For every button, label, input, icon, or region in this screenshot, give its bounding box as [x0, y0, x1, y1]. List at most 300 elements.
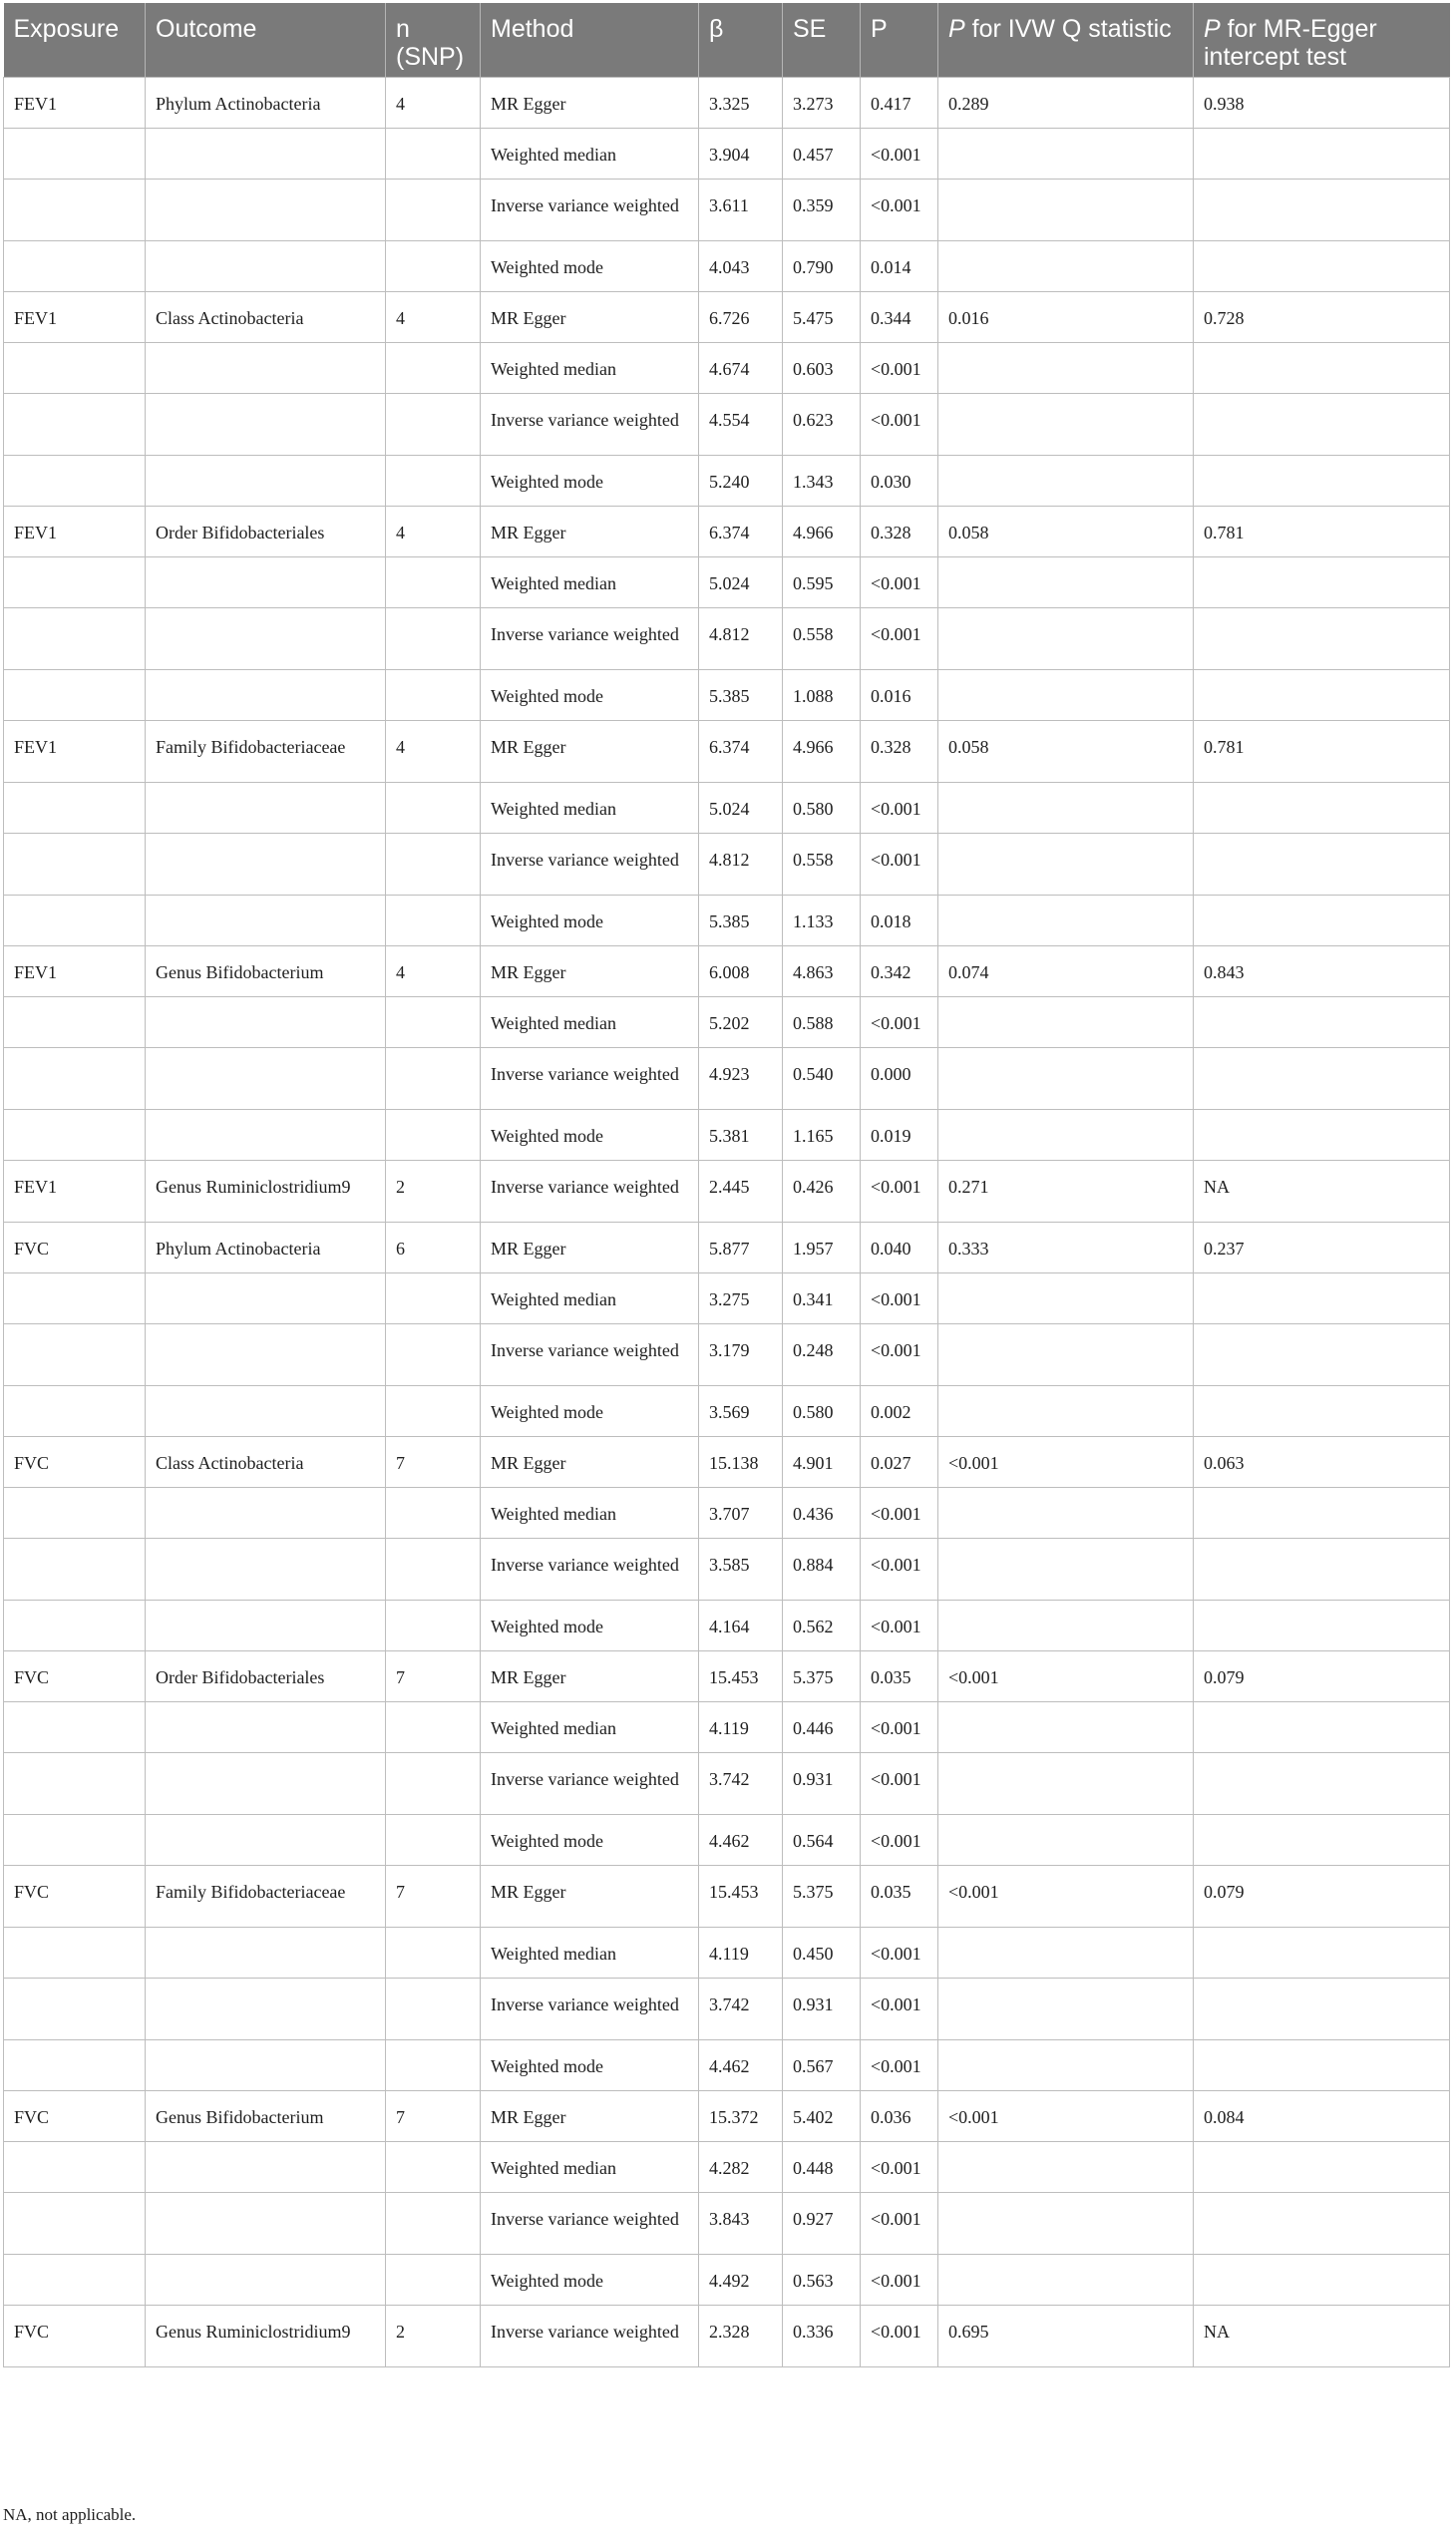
- table-cell: Weighted median: [481, 343, 699, 394]
- table-cell: 5.402: [783, 2091, 861, 2142]
- table-cell: [938, 896, 1194, 946]
- table-cell: FVC: [4, 2091, 146, 2142]
- table-row: [4, 1324, 1450, 1386]
- table-cell: [4, 1110, 146, 1161]
- table-cell: Inverse variance weighted: [481, 1324, 699, 1386]
- table-cell: 4: [386, 507, 481, 557]
- table-cell: <0.001: [938, 1651, 1194, 1702]
- table-cell: Weighted median: [481, 1928, 699, 1979]
- column-header: n (SNP): [386, 3, 481, 78]
- table-cell: 2: [386, 1161, 481, 1223]
- table-cell: [938, 343, 1194, 394]
- column-header: Exposure: [4, 3, 146, 78]
- table-cell: [1194, 2255, 1450, 2306]
- table-cell: Inverse variance weighted: [481, 394, 699, 456]
- table-row: [4, 834, 1450, 896]
- table-cell: 0.931: [783, 1979, 861, 2040]
- table-cell: [1194, 1979, 1450, 2040]
- table-cell: [1194, 1488, 1450, 1539]
- table-cell: [4, 834, 146, 896]
- table-row: [4, 2306, 1450, 2367]
- table-cell: [1194, 456, 1450, 507]
- column-header-italic-part: P: [948, 15, 965, 43]
- table-cell: [938, 180, 1194, 241]
- table-cell: [938, 129, 1194, 180]
- table-cell: 4.674: [699, 343, 783, 394]
- table-cell: 7: [386, 1437, 481, 1488]
- table-cell: 0.016: [938, 292, 1194, 343]
- table-cell: 3.742: [699, 1753, 783, 1815]
- table-cell: <0.001: [861, 557, 938, 608]
- table-cell: 0.079: [1194, 1651, 1450, 1702]
- table-cell: <0.001: [861, 2040, 938, 2091]
- table-cell: Genus Bifidobacterium: [146, 946, 386, 997]
- table-cell: [386, 180, 481, 241]
- table-cell: [4, 997, 146, 1048]
- table-cell: MR Egger: [481, 1223, 699, 1273]
- table-cell: FVC: [4, 1437, 146, 1488]
- table-header: [4, 3, 1450, 78]
- table-cell: Weighted mode: [481, 1815, 699, 1866]
- table-cell: 0.058: [938, 507, 1194, 557]
- table-cell: [1194, 343, 1450, 394]
- table-cell: [386, 394, 481, 456]
- table-cell: [146, 1539, 386, 1601]
- table-cell: 0.002: [861, 1386, 938, 1437]
- table-cell: [146, 241, 386, 292]
- table-cell: [938, 456, 1194, 507]
- table-cell: 0.564: [783, 1815, 861, 1866]
- table-cell: 0.450: [783, 1928, 861, 1979]
- table-cell: [386, 1324, 481, 1386]
- table-cell: [386, 783, 481, 834]
- table-cell: [146, 2193, 386, 2255]
- table-cell: [386, 1702, 481, 1753]
- table-cell: 15.372: [699, 2091, 783, 2142]
- table-cell: 0.781: [1194, 721, 1450, 783]
- table-cell: 5.024: [699, 557, 783, 608]
- table-cell: 0.417: [861, 78, 938, 129]
- table-cell: 0.328: [861, 507, 938, 557]
- table-cell: 0.342: [861, 946, 938, 997]
- table-cell: 2: [386, 2306, 481, 2367]
- table-row: [4, 1539, 1450, 1601]
- results-table-container: [3, 3, 1449, 2367]
- table-cell: 0.014: [861, 241, 938, 292]
- table-cell: [386, 1386, 481, 1437]
- table-row: [4, 783, 1450, 834]
- table-cell: [1194, 180, 1450, 241]
- table-cell: 2.445: [699, 1161, 783, 1223]
- table-cell: 0.328: [861, 721, 938, 783]
- table-cell: 4.554: [699, 394, 783, 456]
- table-cell: Inverse variance weighted: [481, 834, 699, 896]
- table-row: [4, 1223, 1450, 1273]
- table-cell: [386, 2040, 481, 2091]
- table-cell: [4, 1815, 146, 1866]
- table-cell: 0.426: [783, 1161, 861, 1223]
- table-cell: [146, 1488, 386, 1539]
- table-cell: [4, 1488, 146, 1539]
- table-cell: [1194, 783, 1450, 834]
- table-cell: [1194, 394, 1450, 456]
- table-row: [4, 1048, 1450, 1110]
- table-cell: [386, 1815, 481, 1866]
- table-cell: Inverse variance weighted: [481, 1979, 699, 2040]
- table-cell: [1194, 1702, 1450, 1753]
- table-cell: NA: [1194, 1161, 1450, 1223]
- table-cell: [938, 2193, 1194, 2255]
- table-cell: 0.333: [938, 1223, 1194, 1273]
- table-cell: [938, 2142, 1194, 2193]
- table-row: [4, 129, 1450, 180]
- table-cell: 4.043: [699, 241, 783, 292]
- table-cell: [938, 1702, 1194, 1753]
- table-cell: [146, 1110, 386, 1161]
- table-cell: <0.001: [861, 394, 938, 456]
- table-cell: Class Actinobacteria: [146, 292, 386, 343]
- table-cell: 0.558: [783, 834, 861, 896]
- table-cell: <0.001: [861, 1753, 938, 1815]
- table-cell: Phylum Actinobacteria: [146, 1223, 386, 1273]
- table-cell: 4.812: [699, 608, 783, 670]
- table-cell: 0.336: [783, 2306, 861, 2367]
- table-cell: 4.966: [783, 721, 861, 783]
- table-cell: [4, 1324, 146, 1386]
- table-row: [4, 1161, 1450, 1223]
- table-cell: [386, 997, 481, 1048]
- table-cell: [4, 129, 146, 180]
- table-cell: 0.079: [1194, 1866, 1450, 1928]
- table-cell: 6.374: [699, 507, 783, 557]
- table-cell: 0.341: [783, 1273, 861, 1324]
- table-cell: [146, 557, 386, 608]
- table-cell: [4, 1928, 146, 1979]
- table-cell: 0.035: [861, 1651, 938, 1702]
- table-row: [4, 1702, 1450, 1753]
- table-cell: Order Bifidobacteriales: [146, 507, 386, 557]
- table-cell: [386, 2255, 481, 2306]
- table-cell: [1194, 2142, 1450, 2193]
- table-cell: [4, 1539, 146, 1601]
- column-header: P: [861, 3, 938, 78]
- table-cell: 4.492: [699, 2255, 783, 2306]
- table-cell: [386, 1110, 481, 1161]
- table-row: [4, 721, 1450, 783]
- table-cell: 3.569: [699, 1386, 783, 1437]
- table-cell: [386, 608, 481, 670]
- table-cell: 4.462: [699, 1815, 783, 1866]
- table-cell: <0.001: [861, 1273, 938, 1324]
- table-cell: 4: [386, 78, 481, 129]
- table-cell: [938, 608, 1194, 670]
- table-cell: Weighted mode: [481, 2255, 699, 2306]
- table-row: [4, 456, 1450, 507]
- table-cell: 3.843: [699, 2193, 783, 2255]
- table-cell: 7: [386, 1651, 481, 1702]
- table-cell: [4, 557, 146, 608]
- table-cell: [1194, 1753, 1450, 1815]
- table-cell: <0.001: [938, 1437, 1194, 1488]
- table-cell: [4, 1753, 146, 1815]
- table-cell: FEV1: [4, 721, 146, 783]
- table-cell: <0.001: [861, 1488, 938, 1539]
- table-cell: [938, 1273, 1194, 1324]
- table-cell: <0.001: [861, 2142, 938, 2193]
- table-cell: [146, 2040, 386, 2091]
- table-cell: [386, 343, 481, 394]
- table-cell: 0.237: [1194, 1223, 1450, 1273]
- table-row: [4, 1273, 1450, 1324]
- table-cell: 6.008: [699, 946, 783, 997]
- table-cell: [386, 834, 481, 896]
- table-cell: [1194, 834, 1450, 896]
- table-row: [4, 1651, 1450, 1702]
- table-cell: 3.275: [699, 1273, 783, 1324]
- table-cell: 1.343: [783, 456, 861, 507]
- table-cell: FEV1: [4, 946, 146, 997]
- table-cell: [938, 1488, 1194, 1539]
- table-cell: [938, 1928, 1194, 1979]
- table-cell: [1194, 241, 1450, 292]
- table-cell: [146, 2255, 386, 2306]
- table-cell: 0.448: [783, 2142, 861, 2193]
- table-cell: Inverse variance weighted: [481, 180, 699, 241]
- table-cell: 0.359: [783, 180, 861, 241]
- table-cell: [938, 241, 1194, 292]
- table-row: [4, 2255, 1450, 2306]
- table-cell: 0.016: [861, 670, 938, 721]
- table-cell: 0.436: [783, 1488, 861, 1539]
- table-cell: 6: [386, 1223, 481, 1273]
- table-cell: 0.540: [783, 1048, 861, 1110]
- table-cell: <0.001: [861, 343, 938, 394]
- table-cell: 4.164: [699, 1601, 783, 1651]
- table-cell: 0.035: [861, 1866, 938, 1928]
- table-cell: 4.863: [783, 946, 861, 997]
- table-cell: [386, 2193, 481, 2255]
- table-cell: 0.563: [783, 2255, 861, 2306]
- table-cell: [146, 670, 386, 721]
- table-cell: [4, 2193, 146, 2255]
- table-cell: 5.475: [783, 292, 861, 343]
- table-cell: Weighted mode: [481, 1110, 699, 1161]
- table-cell: [1194, 1815, 1450, 1866]
- table-cell: 7: [386, 1866, 481, 1928]
- mr-results-table: [3, 3, 1450, 2367]
- table-cell: Order Bifidobacteriales: [146, 1651, 386, 1702]
- table-cell: [4, 394, 146, 456]
- table-cell: [146, 834, 386, 896]
- table-cell: [146, 1273, 386, 1324]
- table-cell: FVC: [4, 1866, 146, 1928]
- table-cell: Weighted mode: [481, 241, 699, 292]
- table-row: [4, 1928, 1450, 1979]
- table-cell: <0.001: [861, 1928, 938, 1979]
- table-cell: 5.240: [699, 456, 783, 507]
- table-row: [4, 241, 1450, 292]
- table-cell: 5.385: [699, 670, 783, 721]
- table-row: [4, 1488, 1450, 1539]
- table-cell: 5.202: [699, 997, 783, 1048]
- table-cell: 3.611: [699, 180, 783, 241]
- table-cell: [938, 2255, 1194, 2306]
- table-cell: [938, 1539, 1194, 1601]
- table-cell: [938, 1601, 1194, 1651]
- table-cell: <0.001: [938, 1866, 1194, 1928]
- table-cell: Weighted mode: [481, 1386, 699, 1437]
- table-cell: 0.580: [783, 783, 861, 834]
- table-cell: 5.877: [699, 1223, 783, 1273]
- table-cell: [386, 1539, 481, 1601]
- table-cell: <0.001: [861, 834, 938, 896]
- table-cell: <0.001: [861, 2193, 938, 2255]
- table-cell: [386, 1048, 481, 1110]
- table-cell: [1194, 1601, 1450, 1651]
- table-cell: [4, 456, 146, 507]
- table-cell: 0.595: [783, 557, 861, 608]
- table-cell: 0.938: [1194, 78, 1450, 129]
- table-row: [4, 896, 1450, 946]
- table-cell: [146, 394, 386, 456]
- table-row: [4, 670, 1450, 721]
- table-row: [4, 2193, 1450, 2255]
- table-cell: 4.119: [699, 1928, 783, 1979]
- table-cell: 15.453: [699, 1651, 783, 1702]
- table-cell: MR Egger: [481, 1651, 699, 1702]
- table-cell: Weighted median: [481, 557, 699, 608]
- table-cell: [1194, 608, 1450, 670]
- table-row: [4, 946, 1450, 997]
- footnote: NA, not applicable.: [3, 2505, 137, 2524]
- table-cell: 5.381: [699, 1110, 783, 1161]
- table-cell: 4: [386, 721, 481, 783]
- table-cell: 3.179: [699, 1324, 783, 1386]
- table-cell: 4.812: [699, 834, 783, 896]
- table-cell: <0.001: [861, 997, 938, 1048]
- table-cell: [4, 670, 146, 721]
- table-cell: [146, 180, 386, 241]
- table-cell: [386, 1488, 481, 1539]
- table-cell: [4, 1979, 146, 2040]
- table-cell: FEV1: [4, 292, 146, 343]
- table-cell: 1.088: [783, 670, 861, 721]
- table-cell: [938, 1048, 1194, 1110]
- table-cell: [1194, 129, 1450, 180]
- table-cell: 3.273: [783, 78, 861, 129]
- table-cell: [938, 783, 1194, 834]
- table-cell: [386, 241, 481, 292]
- table-cell: Phylum Actinobacteria: [146, 78, 386, 129]
- table-cell: Inverse variance weighted: [481, 1539, 699, 1601]
- table-cell: Weighted median: [481, 783, 699, 834]
- table-cell: [4, 1702, 146, 1753]
- table-cell: 4.966: [783, 507, 861, 557]
- table-cell: [938, 1979, 1194, 2040]
- table-body: [4, 78, 1450, 2367]
- table-cell: [4, 1386, 146, 1437]
- table-cell: Weighted mode: [481, 670, 699, 721]
- table-cell: Weighted mode: [481, 896, 699, 946]
- table-cell: <0.001: [861, 1815, 938, 1866]
- table-cell: <0.001: [861, 1324, 938, 1386]
- table-cell: Weighted mode: [481, 2040, 699, 2091]
- table-cell: 0.063: [1194, 1437, 1450, 1488]
- table-cell: 0.580: [783, 1386, 861, 1437]
- table-cell: [1194, 1928, 1450, 1979]
- table-cell: [146, 896, 386, 946]
- table-cell: [1194, 557, 1450, 608]
- table-cell: [146, 1601, 386, 1651]
- table-row: [4, 394, 1450, 456]
- table-cell: Class Actinobacteria: [146, 1437, 386, 1488]
- table-cell: [4, 241, 146, 292]
- table-cell: [4, 2142, 146, 2193]
- table-cell: Inverse variance weighted: [481, 2306, 699, 2367]
- table-cell: Weighted median: [481, 1702, 699, 1753]
- table-cell: 7: [386, 2091, 481, 2142]
- table-cell: [938, 834, 1194, 896]
- table-cell: [386, 1273, 481, 1324]
- table-cell: 5.375: [783, 1866, 861, 1928]
- table-cell: 0.603: [783, 343, 861, 394]
- table-cell: <0.001: [938, 2091, 1194, 2142]
- table-cell: 1.165: [783, 1110, 861, 1161]
- table-cell: 0.446: [783, 1702, 861, 1753]
- table-cell: FEV1: [4, 78, 146, 129]
- table-cell: 0.623: [783, 394, 861, 456]
- table-cell: MR Egger: [481, 1437, 699, 1488]
- table-cell: 4.901: [783, 1437, 861, 1488]
- table-cell: 0.289: [938, 78, 1194, 129]
- table-cell: 0.030: [861, 456, 938, 507]
- table-cell: [386, 1753, 481, 1815]
- table-cell: [1194, 1386, 1450, 1437]
- table-cell: 15.138: [699, 1437, 783, 1488]
- table-cell: Weighted median: [481, 129, 699, 180]
- column-header-italic-part: P: [1204, 15, 1221, 43]
- table-cell: FEV1: [4, 507, 146, 557]
- table-cell: <0.001: [861, 180, 938, 241]
- table-row: [4, 997, 1450, 1048]
- table-cell: 4.923: [699, 1048, 783, 1110]
- table-row: [4, 1437, 1450, 1488]
- table-cell: 0.843: [1194, 946, 1450, 997]
- table-row: [4, 1601, 1450, 1651]
- table-cell: 4: [386, 946, 481, 997]
- table-cell: [386, 896, 481, 946]
- table-cell: [4, 608, 146, 670]
- table-row: [4, 2091, 1450, 2142]
- table-cell: [938, 1386, 1194, 1437]
- table-cell: [938, 1753, 1194, 1815]
- table-cell: 0.027: [861, 1437, 938, 1488]
- column-header: Method: [481, 3, 699, 78]
- table-cell: 0.567: [783, 2040, 861, 2091]
- table-cell: [1194, 997, 1450, 1048]
- header-row: [4, 3, 1450, 78]
- table-cell: [146, 1815, 386, 1866]
- table-cell: [386, 2142, 481, 2193]
- table-cell: 0.728: [1194, 292, 1450, 343]
- table-cell: [938, 670, 1194, 721]
- table-cell: 4.119: [699, 1702, 783, 1753]
- table-cell: MR Egger: [481, 78, 699, 129]
- table-cell: 0.271: [938, 1161, 1194, 1223]
- table-cell: [938, 997, 1194, 1048]
- table-cell: FVC: [4, 1223, 146, 1273]
- table-cell: FEV1: [4, 1161, 146, 1223]
